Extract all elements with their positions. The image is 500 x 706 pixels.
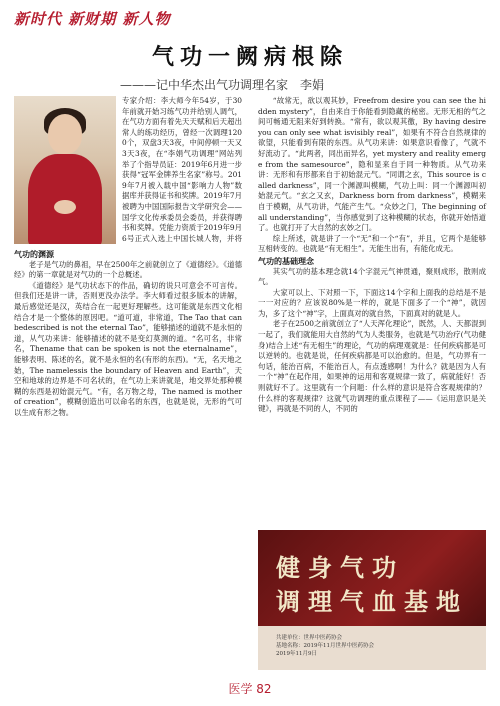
poster-info-line: 基地名称：2019年11月世界中医药协会: [276, 643, 374, 649]
section-heading: 气功的渊源: [14, 249, 54, 259]
bio-text: 专家介绍：李大师今年54岁，于30年前就开始习练气功并给别人调气，在气功方面有着先天天赋和后天超出常人的练功经历，曾经一次调理1200个，双盘3天3夜，中间停顿一天又3天3夜，在“李娟气功调理”网站列举了个指导员证：2019年6月进一步获得“冠军金牌养生名家”称号。2019年7月被入载中国“影响力人物”数据库并获得证书和奖牌。2019年7月被聘为中国国际报告文学研究会——国学文化传承委员会委员，并获得聘书和奖牌。凭能力资质于2019年9月6号正式入选上中国长城人物，并将: [122, 96, 242, 243]
paragraph: 老子在2500之前就创立了“人天浑化理论”，既然，人、天都混到一起了，我们就能用大自然的气为人类服务，也就是气功治疗(气功健身)结合上述“有无相生”的理论，气功的病理观就是：任何疾病都是可以逆转的。也就是说，任何疾病都是可以治愈的。但是，气功界有一句话，能治百病，不能治百人，有点透感啊！为什么？就是因为人有一个“神”在起作用，如果神的运用和客观规律一致了，病就能好！否则就好不了。这里就有一个问题：什么样的意识是符合客观规律的？什么样的客观规律？这就气功调理的重点课程了——《运用意识是关键》，再就是不同的人，不同的: [258, 319, 486, 414]
page-number: 医学 82: [228, 682, 272, 696]
article-subtitle: ———记中华杰出气功调理名家 李娟: [120, 78, 325, 92]
right-column: [258, 96, 486, 415]
article-title: 气功一阙病根除: [151, 44, 348, 70]
poster-line-2: 调理气血基地: [276, 587, 468, 616]
poster-line-1: 健身气功: [276, 553, 404, 582]
paragraph: 大家可以上、下对照一下，下面这14个字和上面我的总结是不是一一对应的？应该说80%是一样的，就是下面多了一个“神”，就因为，多了这个“神”字，上面真对的就自然，下面真对的就是人。: [258, 287, 486, 318]
base-poster-image: [258, 530, 486, 670]
poster-info-line: 2019年11月9日: [276, 651, 317, 657]
paragraph: 其实气功的基本理念就14个字混元气神贯通，聚则成形，散则成气。: [258, 266, 486, 287]
section-heading: 气功的基础理念: [258, 255, 314, 266]
paragraph: 综上所述，就是讲了一个“无”和一个“有”，并且，它两个是能够互相转变的。也就是“有无相生”。无能生出有，有能化成无。: [258, 233, 486, 254]
bio-column: [122, 96, 242, 244]
poster-info: [276, 634, 374, 658]
paragraph: 老子是气功的鼻祖，早在2500年之前就创立了《道德经》。《道德经》的第一章就是对气功的一个总概述。: [14, 259, 242, 280]
poster-info-line: 共建单位：世界中医药协会: [276, 635, 343, 641]
author-photo: [14, 96, 116, 244]
paragraph: “故常无，欲以观其妙，Freefrom desire you can see the hidden mystery”，自由来自于你能看到隐藏的秘密。无形无相的气之间可畅通无阻来好到转换。“常有，欲以观其徼，By having desire you can only see what isvisibly real”，如果有不符合自然规律的欲望，只能看到有限的东西。从气功来讲：如果意识看像了，气就不好流动了。“此两者，同出而异名，yet mystery and reality emerge from the samesource”，隐和显来自于同一种物质。从气功来讲：无形和有形都来自于初始混元气。“同谓之玄，This source is called darkness”，同一个渊源叫模糊，气功上叫：同一个渊源叫初始混元气。“玄之又玄，Darkness born from darkness”，模糊来自于模糊，从气功讲，气能产生气。“众妙之门，The beginning of all understanding”，当你感觉到了这种模糊的状态，你就开始悟道了。也就打开了大自然的玄妙之门。: [258, 96, 486, 233]
paragraph: 《道德经》是气功状态下的作品，确切的说只可意会不可言传。但我们还是讲一讲，否则更没办法学。李大师看过很多版本的讲解，最后感觉还是汉，英结合在一起更好理解些。这可能就是东西文化相结合才是一个整体的原因吧。“道可道，非常道，The Tao that can bedescribed is not the eternal Tao”，能够描述的道就不是永恒的道，从气功来讲：能够描述的就不是变幻莫测的道。“名可名，非常名，Thename that can be spoken is not the eternalname”，能够表明、陈述的名，就不是永恒的名(有形的东西)。“无，名天地之始，The namelessis the boundary of Heaven and Earth”，天空和地球的边界是不可名状的，在气功上来讲就是，地交界处那种模糊的东西是初始混元气。“有，名万物之母，The named is mother of creation”，模糊创造出可以命名的东西，也就是说，无形的气可以生成有形之物。: [14, 280, 242, 417]
left-column: [14, 248, 242, 419]
magazine-brand: 新时代 新财期 新人物: [14, 10, 171, 28]
